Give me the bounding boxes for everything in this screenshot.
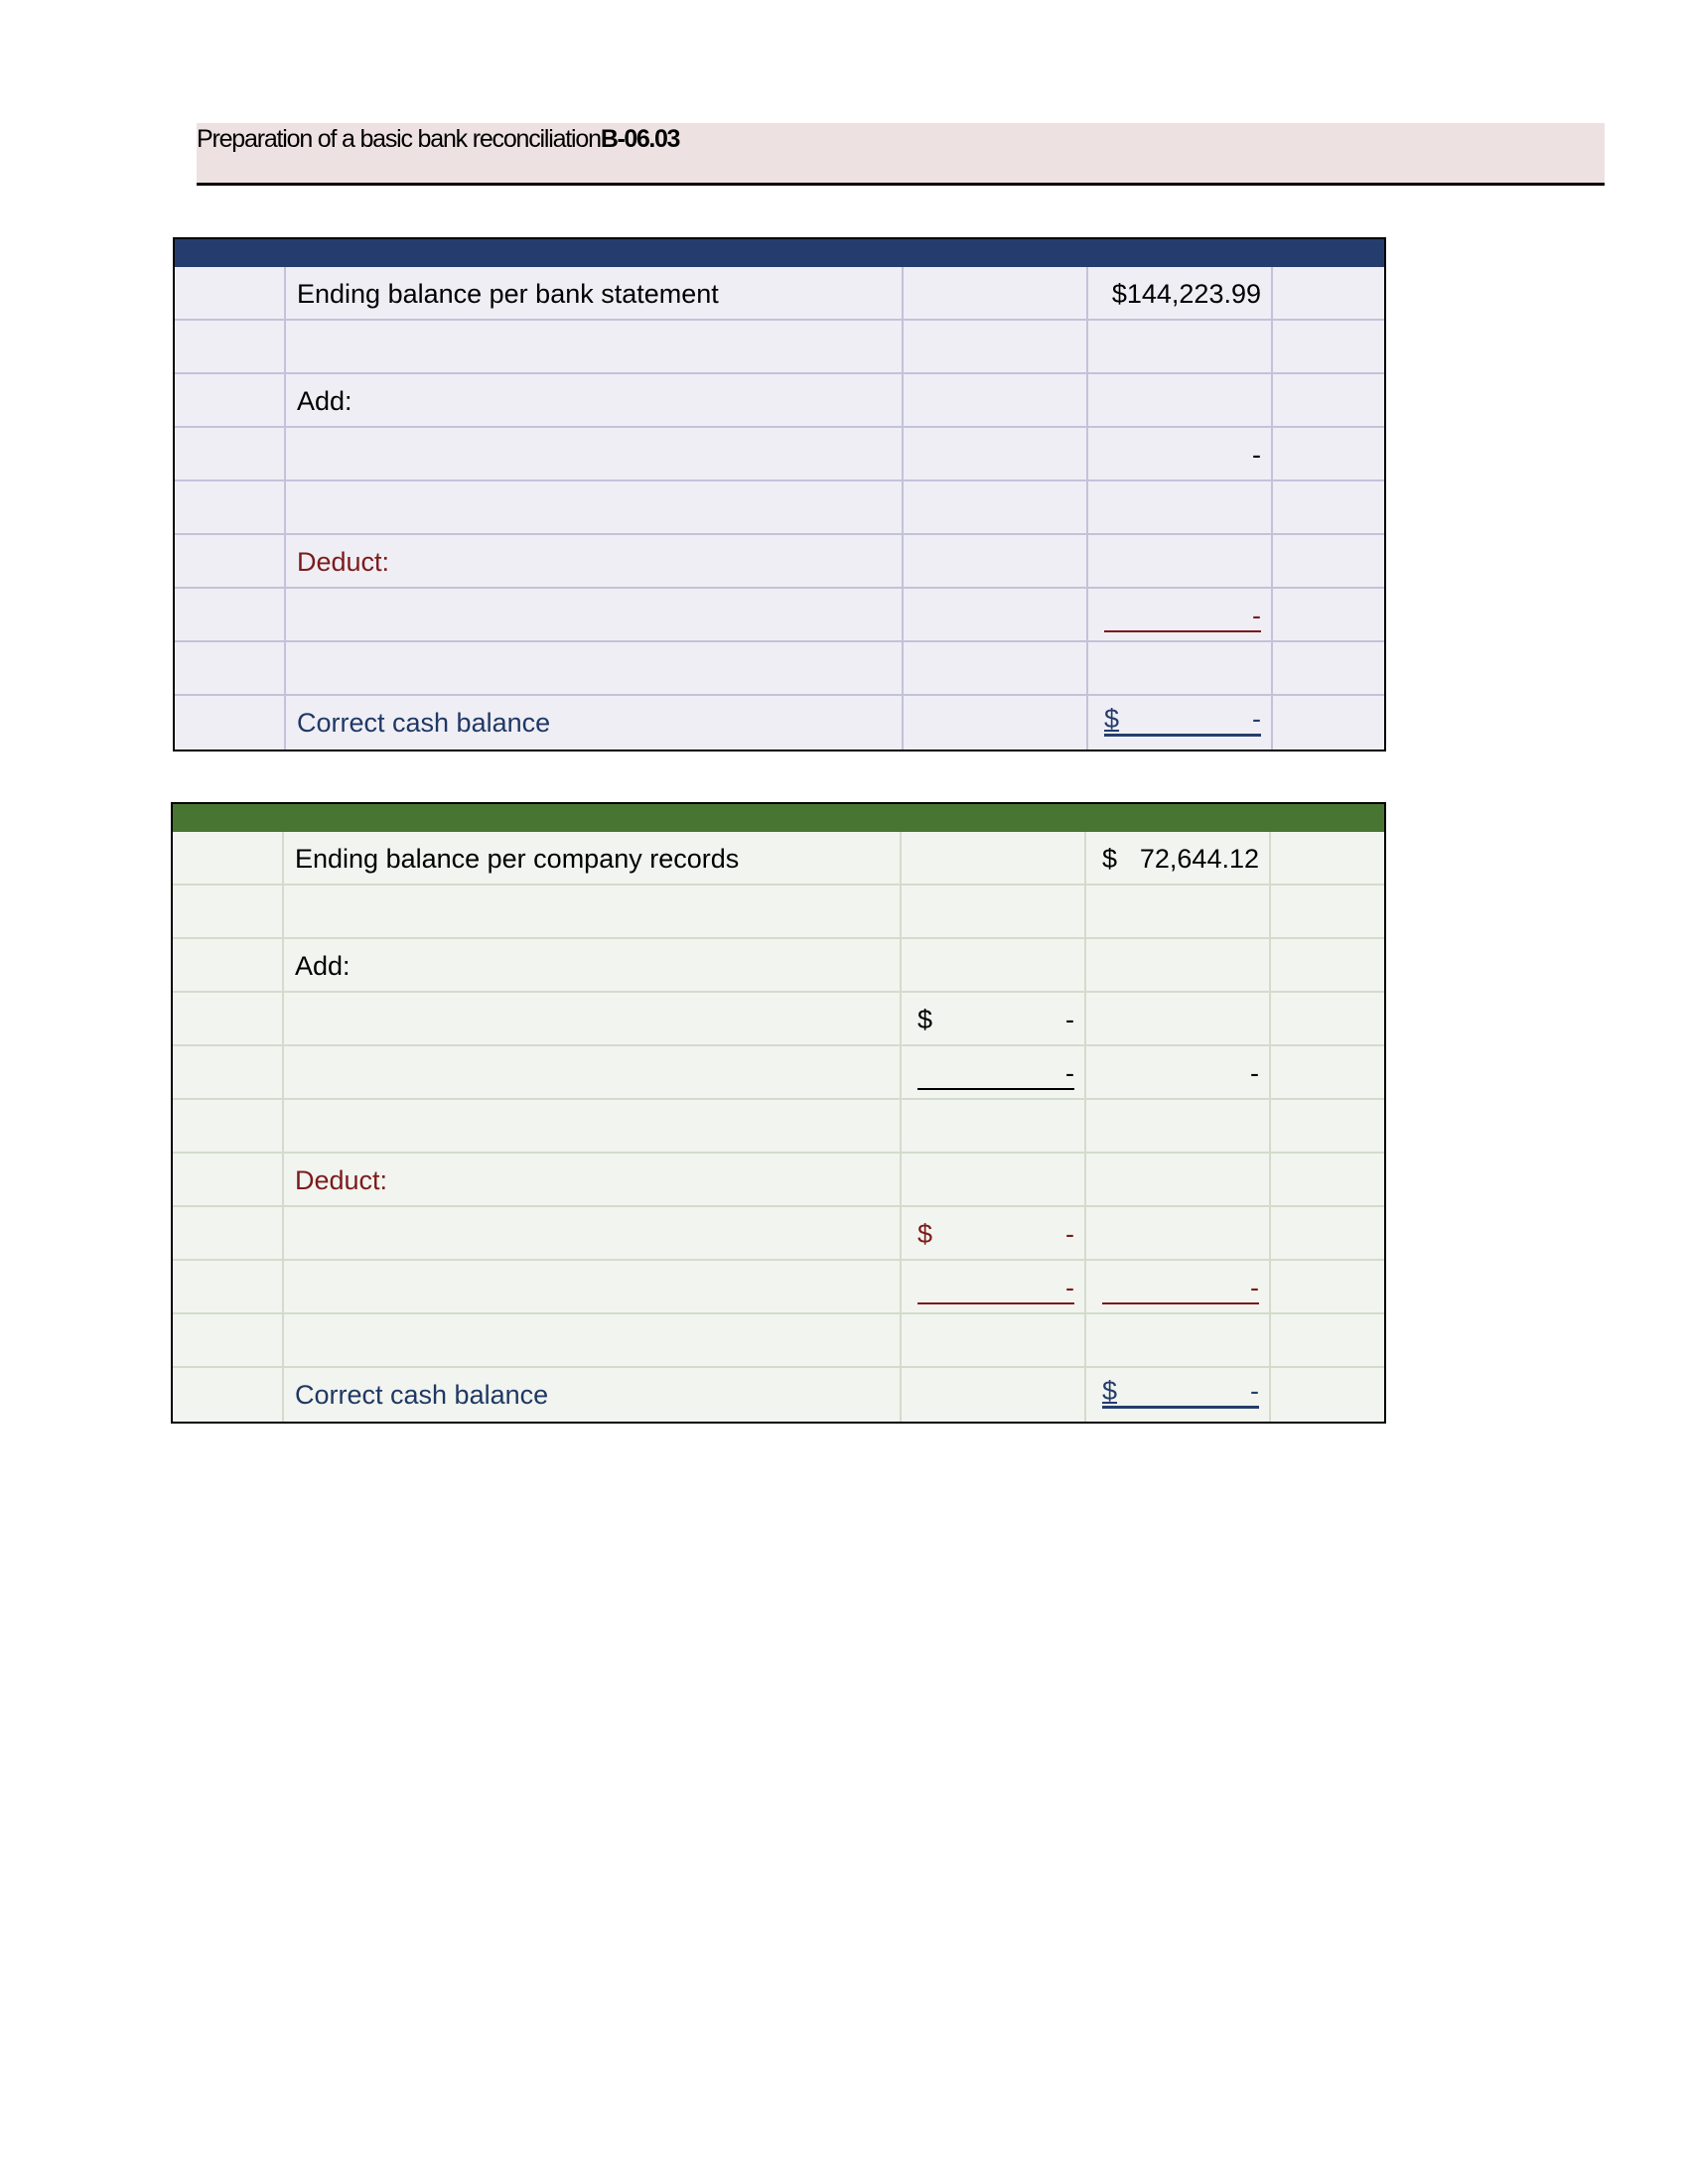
cell[interactable] — [173, 1046, 284, 1100]
cell[interactable] — [1088, 535, 1273, 589]
cell[interactable] — [286, 321, 904, 374]
cell[interactable] — [1271, 1368, 1384, 1422]
cell[interactable] — [286, 428, 904, 481]
bank-add-label[interactable]: Add: — [286, 374, 904, 428]
cell[interactable] — [175, 481, 286, 535]
cell[interactable] — [284, 1207, 902, 1261]
cell[interactable] — [1273, 535, 1384, 589]
cell[interactable] — [175, 428, 286, 481]
bank-deduct-total: - — [1252, 601, 1261, 630]
table-row — [173, 886, 1384, 939]
table-row — [173, 939, 1384, 993]
company-ending-value-cell[interactable] — [1086, 832, 1271, 886]
cell[interactable] — [1273, 696, 1384, 750]
cell[interactable] — [904, 535, 1088, 589]
cell[interactable] — [902, 1368, 1086, 1422]
company-ending-value: 72,644.12 — [1139, 844, 1259, 874]
cell[interactable] — [1273, 642, 1384, 696]
bank-correct-value: - — [1252, 704, 1261, 734]
bank-deduct-label[interactable]: Deduct: — [286, 535, 904, 589]
cell[interactable] — [1088, 481, 1273, 535]
cell[interactable] — [173, 1261, 284, 1314]
cell[interactable] — [902, 939, 1086, 993]
table-row — [173, 1207, 1384, 1261]
cell[interactable] — [1088, 642, 1273, 696]
bank-deduct-total-cell[interactable] — [1088, 589, 1273, 642]
cell[interactable] — [173, 1100, 284, 1154]
bank-add-total-cell[interactable] — [1088, 428, 1273, 481]
cell[interactable] — [904, 696, 1088, 750]
cell[interactable] — [904, 589, 1088, 642]
table-row — [173, 832, 1384, 886]
cell[interactable] — [175, 642, 286, 696]
cell[interactable] — [904, 321, 1088, 374]
company-deduct-item2-cell[interactable] — [902, 1261, 1086, 1314]
cell[interactable] — [904, 642, 1088, 696]
cell[interactable] — [1086, 1154, 1271, 1207]
cell[interactable] — [1086, 939, 1271, 993]
company-add-item1-value: - — [1065, 1005, 1074, 1034]
table-row — [173, 993, 1384, 1046]
table-row — [173, 1100, 1384, 1154]
cell[interactable] — [1086, 993, 1271, 1046]
cell[interactable] — [1273, 589, 1384, 642]
company-deduct-total: - — [1250, 1273, 1259, 1302]
table-row — [173, 1261, 1384, 1314]
company-add-item2-cell[interactable] — [902, 1046, 1086, 1100]
cell[interactable] — [1271, 1154, 1384, 1207]
cell[interactable] — [904, 428, 1088, 481]
cell[interactable] — [173, 1207, 284, 1261]
bank-reconciliation-table — [173, 237, 1386, 751]
bank-section-header — [175, 239, 1384, 267]
cell[interactable] — [1273, 481, 1384, 535]
cell[interactable] — [284, 1046, 902, 1100]
cell[interactable] — [902, 832, 1086, 886]
cell[interactable] — [1271, 1261, 1384, 1314]
cell[interactable] — [1086, 1100, 1271, 1154]
cell[interactable] — [286, 642, 904, 696]
table-row — [173, 1368, 1384, 1422]
table-row — [175, 642, 1384, 696]
currency-symbol: $ — [1102, 844, 1118, 874]
company-add-item1-cell[interactable] — [902, 993, 1086, 1046]
table-row — [175, 535, 1384, 589]
bank-ending-value-cell[interactable] — [1088, 267, 1273, 321]
bank-correct-value-cell[interactable] — [1088, 696, 1273, 750]
table-row — [175, 374, 1384, 428]
cell[interactable] — [902, 1314, 1086, 1368]
cell[interactable] — [904, 267, 1088, 321]
cell[interactable] — [1271, 832, 1384, 886]
exercise-code: B-06.03 — [600, 125, 679, 153]
cell[interactable] — [902, 1154, 1086, 1207]
company-correct-label[interactable]: Correct cash balance — [284, 1368, 902, 1422]
cell[interactable] — [1271, 939, 1384, 993]
cell[interactable] — [173, 1368, 284, 1422]
cell[interactable] — [1273, 321, 1384, 374]
company-deduct-item1-value: - — [1065, 1219, 1074, 1249]
cell[interactable] — [1271, 1207, 1384, 1261]
company-correct-value-cell[interactable] — [1086, 1368, 1271, 1422]
table-row — [173, 1314, 1384, 1368]
cell[interactable] — [1273, 267, 1384, 321]
company-deduct-label[interactable]: Deduct: — [284, 1154, 902, 1207]
cell[interactable] — [173, 1314, 284, 1368]
company-deduct-total-cell[interactable] — [1086, 1261, 1271, 1314]
title-text: Preparation of a basic bank reconciliation — [197, 125, 601, 153]
cell[interactable] — [175, 374, 286, 428]
table-row — [175, 696, 1384, 750]
cell[interactable] — [1088, 321, 1273, 374]
table-row — [175, 321, 1384, 374]
cell[interactable] — [173, 1154, 284, 1207]
company-add-label[interactable]: Add: — [284, 939, 902, 993]
currency-symbol: $ — [1102, 1376, 1118, 1406]
cell[interactable] — [284, 1100, 902, 1154]
company-add-total-cell[interactable] — [1086, 1046, 1271, 1100]
table-row — [175, 267, 1384, 321]
cell[interactable] — [286, 481, 904, 535]
cell[interactable] — [175, 267, 286, 321]
table-row — [173, 1046, 1384, 1100]
cell[interactable] — [286, 589, 904, 642]
cell[interactable] — [173, 832, 284, 886]
cell[interactable] — [1271, 1100, 1384, 1154]
bank-correct-label[interactable]: Correct cash balance — [286, 696, 904, 750]
cell[interactable] — [1271, 1314, 1384, 1368]
company-add-item2-value: - — [1065, 1058, 1074, 1088]
cell[interactable] — [284, 1314, 902, 1368]
cell[interactable] — [284, 886, 902, 939]
cell[interactable] — [1273, 374, 1384, 428]
cell[interactable] — [175, 535, 286, 589]
cell[interactable] — [902, 1100, 1086, 1154]
cell[interactable] — [173, 993, 284, 1046]
cell[interactable] — [1271, 886, 1384, 939]
cell[interactable] — [284, 993, 902, 1046]
company-add-total: - — [1250, 1058, 1259, 1088]
cell[interactable] — [1086, 886, 1271, 939]
page-title — [197, 123, 679, 155]
company-correct-value: - — [1250, 1376, 1259, 1406]
company-reconciliation-table — [171, 802, 1386, 1424]
cell[interactable] — [173, 939, 284, 993]
cell[interactable] — [1088, 374, 1273, 428]
cell[interactable] — [175, 696, 286, 750]
cell[interactable] — [904, 481, 1088, 535]
bank-ending-label[interactable]: Ending balance per bank statement — [286, 267, 904, 321]
currency-symbol: $ — [917, 1219, 933, 1249]
cell[interactable] — [1086, 1207, 1271, 1261]
cell[interactable] — [1273, 428, 1384, 481]
bank-add-total: - — [1252, 440, 1261, 470]
cell[interactable] — [1271, 993, 1384, 1046]
cell[interactable] — [902, 886, 1086, 939]
cell[interactable] — [904, 374, 1088, 428]
company-deduct-item2-value: - — [1065, 1273, 1074, 1302]
currency-symbol: $ — [1104, 704, 1120, 734]
cell[interactable] — [1086, 1314, 1271, 1368]
company-section-header — [173, 804, 1384, 832]
cell[interactable] — [173, 886, 284, 939]
cell[interactable] — [1271, 1046, 1384, 1100]
title-bar — [197, 123, 1605, 186]
company-ending-label[interactable]: Ending balance per company records — [284, 832, 902, 886]
cell[interactable] — [284, 1261, 902, 1314]
table-row — [173, 1154, 1384, 1207]
currency-symbol: $ — [917, 1005, 933, 1034]
table-row — [175, 589, 1384, 642]
company-deduct-item1-cell[interactable] — [902, 1207, 1086, 1261]
cell[interactable] — [175, 321, 286, 374]
bank-ending-value: $144,223.99 — [1111, 279, 1261, 309]
table-row — [175, 481, 1384, 535]
cell[interactable] — [175, 589, 286, 642]
table-row — [175, 428, 1384, 481]
